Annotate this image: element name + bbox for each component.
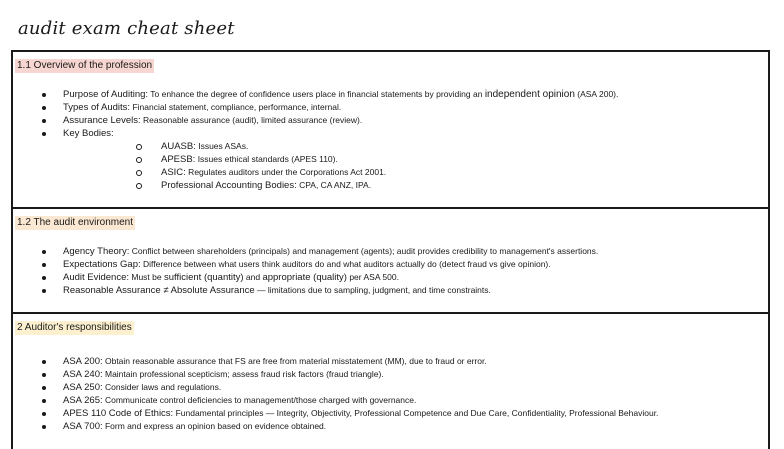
item-text: Form and express an opinion based on evidence obtained. [102, 421, 327, 431]
item-text: — limitations due to sampling, judgment, and time constraints. [254, 285, 491, 295]
item-text: Reasonable assurance (audit), limited assurance (review). [140, 115, 363, 125]
list-item [13, 101, 618, 114]
list-item [13, 127, 618, 192]
list-item [13, 271, 598, 284]
list-item [13, 420, 658, 433]
item-term: AUASB: [161, 141, 196, 152]
list-item [13, 381, 658, 394]
item-text: Financial statement, compliance, performance, internal. [130, 102, 342, 112]
item-term: Professional Accounting Bodies: [161, 180, 297, 191]
item-term: Agency Theory: [63, 246, 130, 257]
item-term: ASA 240: [63, 369, 103, 380]
item-term: Purpose of Auditing: [63, 89, 149, 100]
item-text: Regulates auditors under the Corporations Act 2001. [185, 167, 387, 177]
item-text: Communicate control deficiencies to management/those charged with governance. [102, 395, 417, 405]
section-heading: 1.1 Overview of the profession [17, 60, 153, 71]
item-emphasis: sufficient (quantity) [163, 272, 244, 283]
item-text: Difference between what users think auditors do and what auditors actually do (detect fraud vs give opinion). [140, 259, 551, 269]
item-term: Assurance Levels: [63, 115, 141, 126]
item-text: Consider laws and regulations. [102, 382, 222, 392]
item-term: ASA 700: [63, 421, 103, 432]
item-text: Issues ethical standards (APES 110). [195, 154, 338, 164]
section-heading: 2 Auditor's responsibilities [17, 322, 132, 333]
sub-bullet-list [63, 140, 618, 192]
item-text: To enhance the degree of confidence users place in financial statements by providing an [148, 89, 485, 99]
list-item [13, 245, 598, 258]
bullet-list [13, 355, 658, 433]
item-text: Maintain professional scepticism; assess fraud risk factors (fraud triangle). [102, 369, 384, 379]
item-text: Obtain reasonable assurance that FS are free from material misstatement (MM), due to fraud or error. [102, 356, 487, 366]
bullet-list [13, 88, 618, 192]
item-term: ASA 265: [63, 395, 103, 406]
list-item [13, 368, 658, 381]
list-item [13, 114, 618, 127]
item-emphasis: independent opinion [484, 89, 575, 100]
list-item [13, 88, 618, 101]
item-text: CPA, CA ANZ, IPA. [296, 180, 372, 190]
item-term: ASA 250: [63, 382, 103, 393]
item-term: ASA 200: [63, 356, 103, 367]
item-text: Issues ASAs. [195, 141, 249, 151]
item-term: Expectations Gap: [63, 259, 141, 270]
item-text: (ASA 200). [574, 89, 619, 99]
sub-list-item [63, 153, 618, 166]
item-text: Conflict between shareholders (principals) and management (agents); audit provides credibility to management's assertions. [129, 246, 599, 256]
item-term: ASIC: [161, 167, 186, 178]
section-heading: 1.2 The audit environment [17, 217, 134, 228]
sub-list-item [63, 179, 618, 192]
section-overview-of-profession [13, 52, 768, 209]
item-term: APES 110 Code of Ethics: [63, 408, 174, 419]
section-audit-environment [13, 209, 768, 314]
item-emphasis: appropriate (quality) [262, 272, 347, 283]
item-term: APESB: [161, 154, 196, 165]
item-text: Fundamental principles — Integrity, Objectivity, Professional Competence and Due Care, Confidentiality, Professional Behaviour. [173, 408, 659, 418]
list-item [13, 355, 658, 368]
list-item [13, 258, 598, 271]
item-term: Reasonable Assurance ≠ Absolute Assurance [63, 285, 255, 296]
sub-list-item [63, 140, 618, 153]
list-item [13, 394, 658, 407]
item-term: Types of Audits: [63, 102, 131, 113]
item-text: Must be [129, 272, 164, 282]
section-auditors-responsibilities [13, 314, 768, 449]
cheat-sheet-table [11, 50, 770, 449]
page-title: audit exam cheat sheet [18, 18, 235, 39]
list-item [13, 407, 658, 420]
item-term: Key Bodies: [63, 128, 114, 139]
sub-list-item [63, 166, 618, 179]
list-item [13, 284, 598, 297]
item-text: per ASA 500. [346, 272, 399, 282]
bullet-list [13, 245, 598, 297]
item-text: and [243, 272, 263, 282]
item-term: Audit Evidence: [63, 272, 130, 283]
